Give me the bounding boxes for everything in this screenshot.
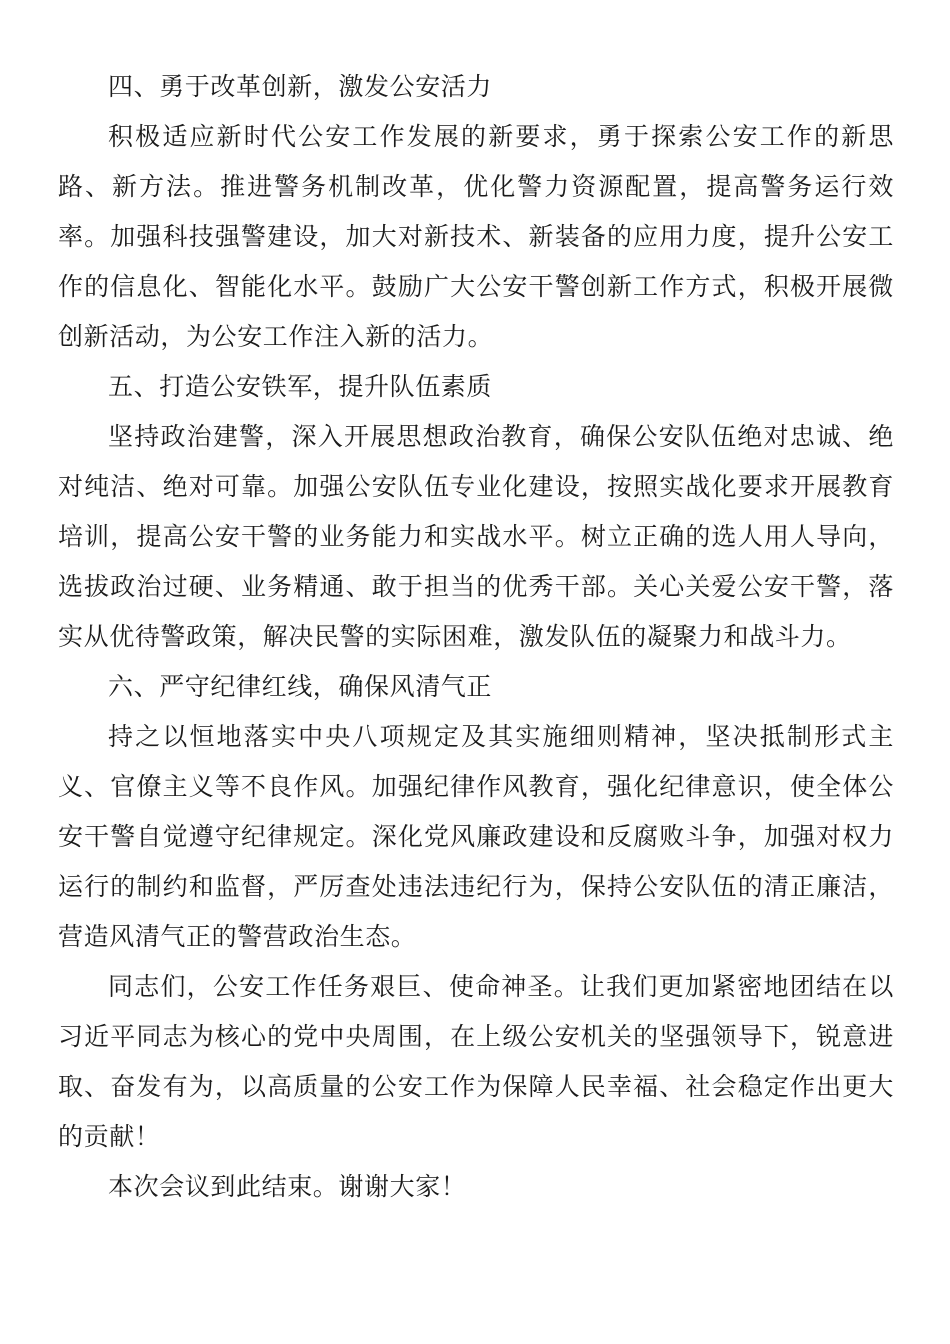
section-body-discipline: 持之以恒地落实中央八项规定及其实施细则精神，坚决抵制形式主义、官僚主义等不良作风。加强纪律作风教育，强化纪律意识，使全体公安干警自觉遵守纪律规定。深化党风廉政建设和反腐败斗争，加强对权力运行的制约和监督，严厉查处违法违纪行为，保持公安队伍的清正廉洁，营造风清气正的警营政治生态。 xyxy=(58,722,894,951)
section-body-reform: 积极适应新时代公安工作发展的新要求，勇于探索公安工作的新思路、新方法。推进警务机制改革，优化警力资源配置，提高警务运行效率。加强科技强警建设，加大对新技术、新装备的应用力度，提升公安工作的信息化、智能化水平。鼓励广大公安干警创新工作方式，积极开展微创新活动，为公安工作注入新的活力。 xyxy=(58,122,894,351)
section-heading-team: 五、打造公安铁军，提升队伍素质 xyxy=(108,372,493,401)
section-heading-reform: 四、勇于改革创新，激发公安活力 xyxy=(108,72,493,101)
section-heading-discipline: 六、严守纪律红线，确保风清气正 xyxy=(108,672,493,701)
document-page xyxy=(58,62,894,1212)
section-body-team: 坚持政治建警，深入开展思想政治教育，确保公安队伍绝对忠诚、绝对纯洁、绝对可靠。加强公安队伍专业化建设，按照实战化要求开展教育培训，提高公安干警的业务能力和实战水平。树立正确的选人用人导向，选拔政治过硬、业务精通、敢于担当的优秀干部。关心关爱公安干警，落实从优待警政策，解决民警的实际困难，激发队伍的凝聚力和战斗力。 xyxy=(58,422,894,651)
ending-paragraph: 本次会议到此结束。谢谢大家！ xyxy=(108,1172,467,1201)
closing-paragraph: 同志们，公安工作任务艰巨、使命神圣。让我们更加紧密地团结在以习近平同志为核心的党中央周围，在上级公安机关的坚强领导下，锐意进取、奋发有为，以高质量的公安工作为保障人民幸福、社会稳定作出更大的贡献！ xyxy=(58,972,894,1151)
